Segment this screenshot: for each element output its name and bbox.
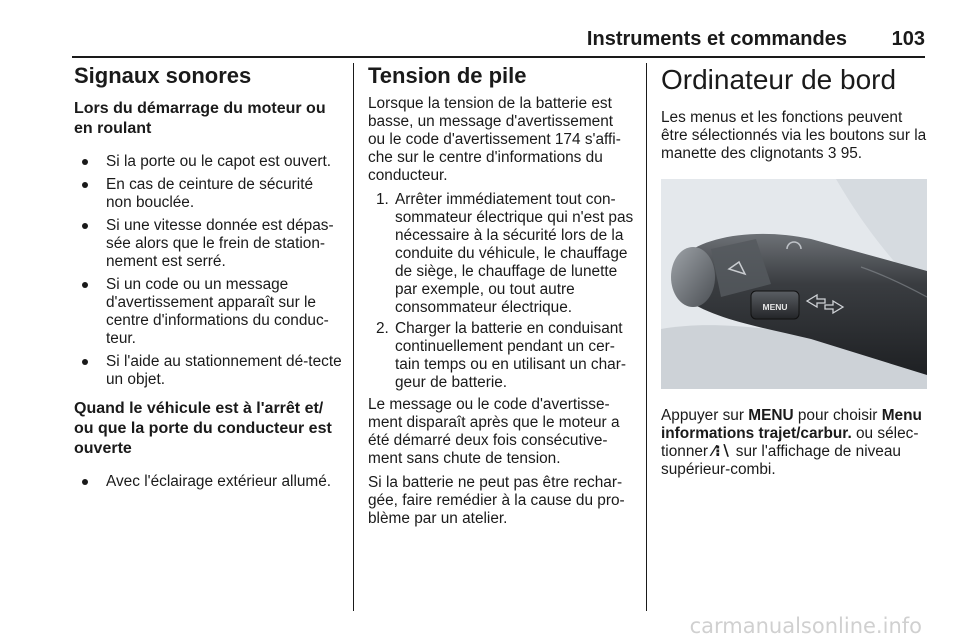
turn-signal-lever-photo [661,179,927,389]
caption-menu-keyword: MENU [748,407,794,424]
heading-tension-de-pile: Tension de pile [368,63,527,88]
photo-caption [661,407,927,479]
paragraph: Le message ou le code d'avertisse-ment disparaît après que le moteur a été démarré deux fois consécutive-ment sans chute de tension. [368,396,620,467]
heading-ordinateur-de-bord: Ordinateur de bord [661,64,897,95]
paragraph: Lorsque la tension de la batterie est basse, un message d'avertissement ou le code d'avertissement 174 s'affi-che sur le centre d'informations du conducteur. [368,95,621,184]
numbered-list [368,191,634,392]
menu-button-label: MENU [762,302,788,312]
step-number: 2. [376,320,389,337]
column-signaux-sonores [74,63,342,501]
bullet-list [74,473,342,491]
caption-text: ou sélec-tionner [661,425,919,460]
watermark: carmanualsonline.info [689,614,922,638]
step-text: Arrêter immédiatement tout con-sommateur électrique qui n'est pas nécessaire à la sécurité lors de la conduite du véhicule, le chauffage de siège, le chauffage de lunette par exemple, ou tout autre consommateur électrique. [395,191,634,316]
bullet-list [74,153,342,389]
caption-text: sur l'affichage de niveau supérieur-combi. [661,443,901,478]
list-item: Si une vitesse donnée est dépas-sée alors que le frein de station-nement est serré. [74,217,342,271]
selector-wheel-icon: ⁄⁝∖ [712,443,732,460]
list-item: Si l'aide au stationnement dé-tecte un objet. [74,353,342,389]
caption-menu-name: Menu informations trajet/carbur. [661,407,922,442]
paragraph: Si la batterie ne peut pas être rechar-gée, faire remédier à la cause du pro-blème par un atelier. [368,474,625,527]
caption-text: Appuyer sur [661,407,744,424]
subheading-arret: Quand le véhicule est à l'arrêt et/ ou que la porte du conducteur est ouverte [74,400,332,457]
subheading-demarrage: Lors du démarrage du moteur ou en roulant [74,100,326,137]
page-number: 103 [891,28,925,50]
column-divider [646,63,647,611]
heading-signaux-sonores: Signaux sonores [74,63,252,88]
section-title: Instruments et commandes [586,28,847,50]
caption-text: pour choisir [797,407,878,424]
column-ordinateur-de-bord [661,63,927,485]
lever-illustration [661,179,927,389]
list-item [368,320,634,392]
list-item [368,191,634,317]
list-item: Si un code ou un message d'avertissement apparaît sur le centre d'informations du conduc-teur. [74,276,342,348]
list-item: Si la porte ou le capot est ouvert. [74,153,342,171]
paragraph [661,109,927,163]
column-divider [353,63,354,611]
column-tension-de-pile [368,63,634,534]
page-ref-number: 95. [840,145,863,162]
step-number: 1. [376,191,389,208]
step-text: Charger la batterie en conduisant continuellement pendant un cer-tain temps ou en utilisant un char-geur de batterie. [395,320,626,391]
page-header [72,22,925,58]
intro-text: Les menus et les fonctions peuvent être sélectionnés via les boutons sur la manette des clignotants [661,109,927,162]
page-ref-arrow-icon: 3 [827,145,837,162]
list-item: Avec l'éclairage extérieur allumé. [74,473,342,491]
list-item: En cas de ceinture de sécurité non bouclée. [74,176,342,212]
